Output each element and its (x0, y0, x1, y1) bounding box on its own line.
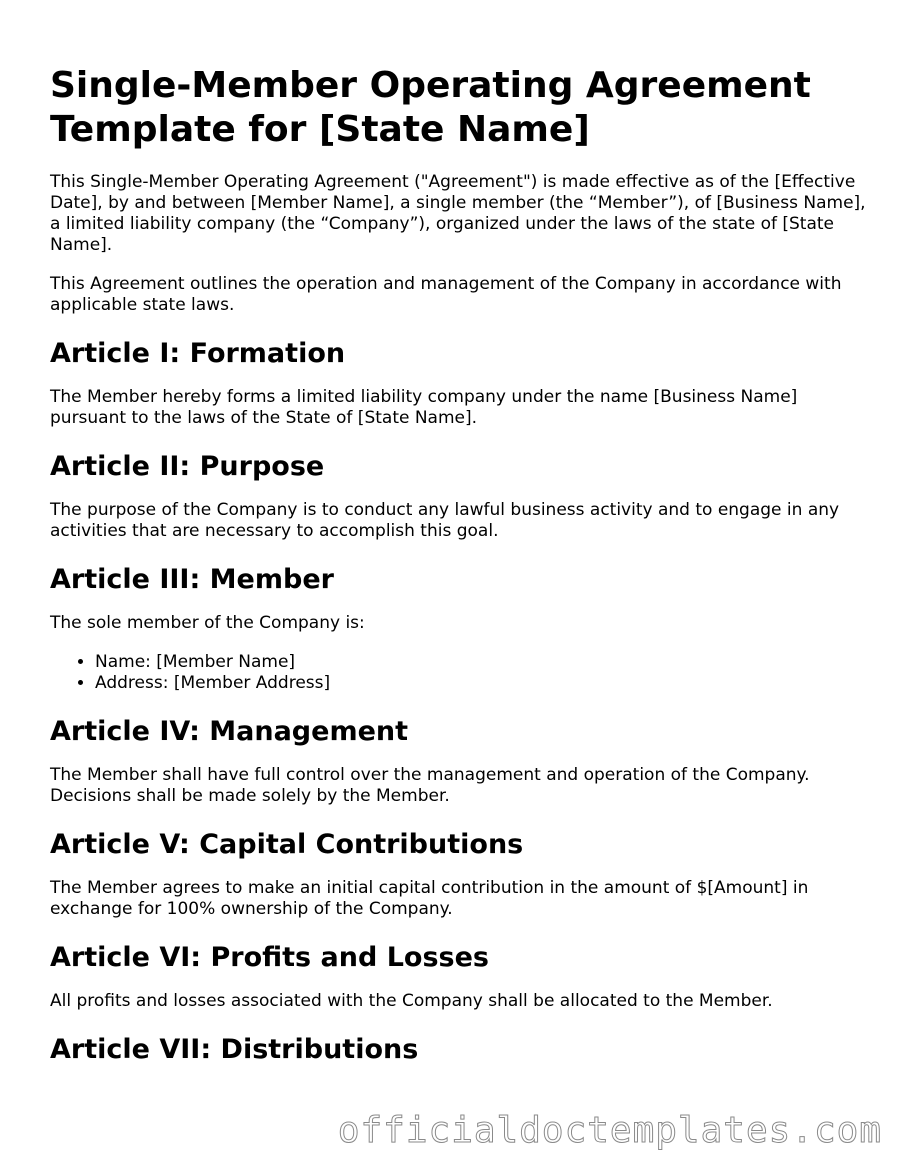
article-heading-management: Article IV: Management (50, 716, 409, 747)
article-text-formation: The Member hereby forms a limited liability company under the name [Business Name] pursuant to the laws of the State of [State Name]. (50, 387, 798, 428)
article-text-capital-contributions: The Member agrees to make an initial capital contribution in the amount of $[Amount] in exchange for 100% ownership of the Company. (50, 878, 809, 919)
list-item: • Address: [Member Address] (95, 673, 870, 694)
article-text-profits-losses: All profits and losses associated with the Company shall be allocated to the Member. (50, 991, 773, 1011)
article-text-management: The Member shall have full control over the management and operation of the Company. Decisions shall be made solely by the Member. (50, 765, 810, 806)
article-heading-profits-losses: Article VI: Profits and Losses (50, 942, 489, 973)
intro-paragraph: This Single-Member Operating Agreement ("Agreement") is made effective as of the [Effective Date], by and between [Member Name], a single member (the “Member”), of [Business Name], a limited liability company (the “Company”), organized under the laws of the state of [State Name]. (50, 172, 866, 255)
list-item: • Name: [Member Name] (95, 652, 870, 673)
document-title: Single-Member Operating Agreement Template for [State Name] (50, 65, 811, 150)
member-details-list (50, 652, 870, 694)
article-heading-capital-contributions: Article V: Capital Contributions (50, 829, 524, 860)
article-text-member: The sole member of the Company is: (50, 613, 365, 633)
document-page (50, 64, 870, 1083)
article-heading-formation: Article I: Formation (50, 338, 346, 369)
article-heading-member: Article III: Member (50, 564, 334, 595)
watermark: officialdoctemplates.com (337, 1110, 882, 1151)
article-text-purpose: The purpose of the Company is to conduct any lawful business activity and to engage in any activities that are necessary to accomplish this goal. (50, 500, 840, 541)
intro-paragraph: This Agreement outlines the operation and management of the Company in accordance with applicable state laws. (50, 274, 842, 315)
article-heading-purpose: Article II: Purpose (50, 451, 325, 482)
article-heading-distributions: Article VII: Distributions (50, 1034, 419, 1065)
